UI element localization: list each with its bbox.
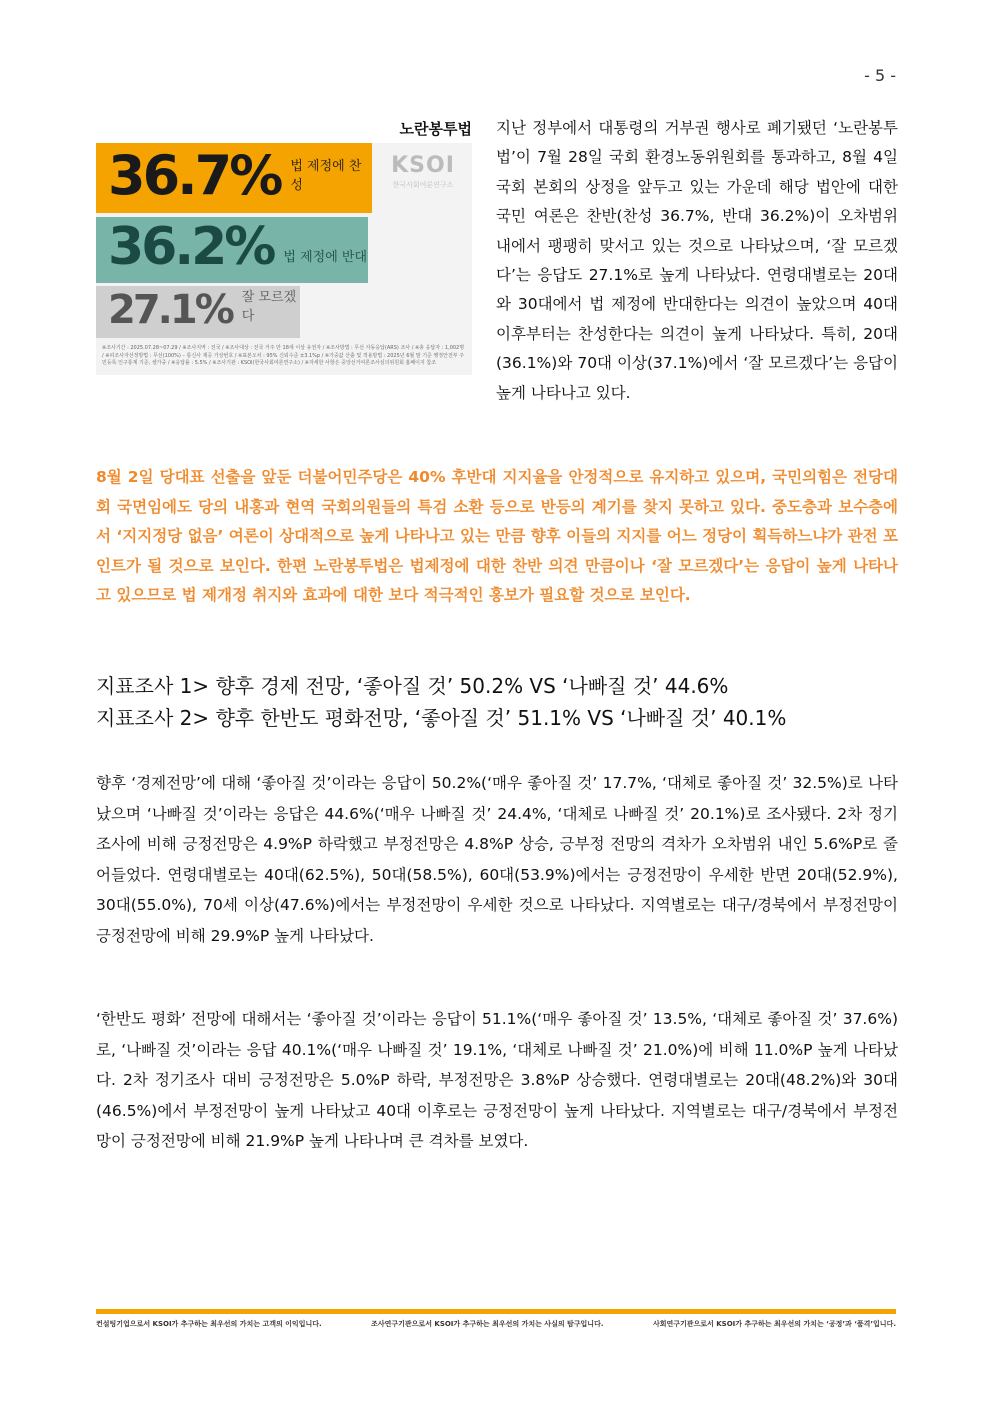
logo-mark: KSOI (391, 153, 455, 178)
side-text: 지난 정부에서 대통령의 거부권 행사로 폐기됐던 ‘노란봉투법’이 7월 28일 국회 환경노동위원회를 통과하고, 8월 4일 국회 본회의 상정을 앞두고 있는 가운데 해당 법안에 대한 국민 여론은 찬반(찬성 36.7%, 반대 36.2%)이 오차범위 내에서 팽팽히 맞서고 있는 것으로 나타났으며, ‘잘 모르겠다’는 응답도 27.1%로 높게 나타났다. 연령대별로는 20대와 30대에서 법 제정에 반대한다는 의견이 높았으며 40대 이후부터는 찬성한다는 의견이 높게 나타났다. 특히, 20대(36.1%)와 70대 이상(37.1%)에서 ‘잘 모르겠다’는 응답이 높게 나타나고 있다. (496, 119, 898, 402)
survey-figure (96, 143, 472, 375)
bar-unsure-value: 27.1% (108, 287, 232, 333)
bar-unsure-label: 잘 모르겠다 (241, 290, 297, 324)
page-number: - 5 - (864, 66, 896, 85)
heading-economy: 지표조사 1> 향후 경제 전망, ‘좋아질 것’ 50.2% VS ‘나빠질 것’ 44.6% (96, 674, 729, 698)
figure-note: ※조사기간 : 2025.07.28~07.29 / ※조사지역 : 전국 / ※조사대상 : 전국 거주 만 18세 이상 유권자 / ※조사방법 : 무선 자동응답(ARS) 조사 / ※총 응답자 : 1,002명 / ※피조사자선정방법 : 무선(100%) – 통신사 제공 가상번호 / ※표본오차 : 95% 신뢰수준 ±3.1%p / ※가중값 산출 및 적용방법 : 2025년 6월 말 기준 행정안전부 주민등록 인구통계 기준, 셀가중 / ※응답률 : 5.5% / ※조사기관 : KSOI(한국사회여론연구소) / ※자세한 사항은 중앙선거여론조사심의위원회 홈페이지 참조 (102, 345, 465, 366)
ksoi-logo (388, 153, 458, 190)
bar-support (96, 143, 372, 213)
paragraph-peace: ‘한반도 평화’ 전망에 대해서는 ‘좋아질 것’이라는 응답이 51.1%(‘매우 좋아질 것’ 13.5%, ‘대체로 좋아질 것’ 37.6%)로, ‘나빠질 것’이라는 응답 40.1%(‘매우 나빠질 것’ 19.1%, ‘대체로 나빠질 것’ 21.0%)에 비해 11.0%P 높게 나타났다. 2차 정기조사 대비 긍정전망은 5.0%P 하락, 부정전망은 3.8%P 상승했다. 연령대별로는 20대(48.2%)와 30대(46.5%)에서 부정전망이 높게 나타났고 40대 이후로는 긍정전망이 높게 나타났다. 지역별로는 대구/경북에서 부정전망이 긍정전망에 비해 21.9%P 높게 나타나며 큰 격차를 보였다. (96, 1010, 898, 1150)
footer-text-3: 사회연구기관으로서 KSOI가 추구하는 최우선의 가치는 ‘공정’과 ‘품격’입니다. (652, 1320, 896, 1328)
bar-oppose-label: 법 제정에 반대 (283, 250, 368, 265)
bar-support-value: 36.7% (108, 144, 281, 207)
logo-subtitle: 한국사회여론연구소 (392, 181, 454, 189)
figure-title: 노란봉투법 (399, 120, 472, 138)
paragraph-economy: 향후 ‘경제전망’에 대해 ‘좋아질 것’이라는 응답이 50.2%(‘매우 좋아질 것’ 17.7%, ‘대체로 좋아질 것’ 32.5%)로 나타났으며 ‘나빠질 것’이라는 응답은 44.6%(‘매우 나빠질 것’ 24.4%, ‘대체로 나빠질 것’ 20.1%)로 조사됐다. 2차 정기조사에 비해 긍정전망은 4.9%P 하락했고 부정전망은 4.8%P 상승, 긍부정 전망의 격차가 오차범위 내인 5.6%P로 줄어들었다. 연령대별로는 40대(62.5%), 50대(58.5%), 60대(53.9%)에서는 긍정전망이 우세한 반면 20대(52.9%), 30대(55.0%), 70세 이상(47.6%)에서는 부정전망이 우세한 것으로 나타났다. 지역별로는 대구/경북에서 부정전망이 긍정전망에 비해 29.9%P 높게 나타났다. (96, 774, 898, 945)
footer-divider (96, 1309, 896, 1314)
summary-paragraph: 8월 2일 당대표 선출을 앞둔 더불어민주당은 40% 후반대 지지율을 안정적으로 유지하고 있으며, 국민의힘은 전당대회 국면임에도 당의 내홍과 현역 국회의원들의 특검 소환 등으로 반등의 계기를 찾지 못하고 있다. 중도층과 보수층에서 ‘지지정당 없음’ 여론이 상대적으로 높게 나타나고 있는 만큼 향후 이들의 지지를 어느 정당이 획득하느냐가 관전 포인트가 될 것으로 보인다. 한편 노란봉투법은 법제정에 대한 찬반 의견 만큼이나 ‘잘 모르겠다’는 응답이 높게 나타나고 있으므로 법 제개정 취지와 효과에 대한 보다 적극적인 홍보가 필요할 것으로 보인다. (96, 468, 898, 605)
footer-text-1: 컨설팅기업으로서 KSOI가 추구하는 최우선의 가치는 고객의 이익입니다. (96, 1320, 322, 1328)
bar-unsure (96, 286, 300, 338)
heading-peace: 지표조사 2> 향후 한반도 평화전망, ‘좋아질 것’ 51.1% VS ‘나빠질 것’ 40.1% (96, 706, 787, 730)
footer (96, 1319, 896, 1335)
bar-oppose (96, 217, 368, 283)
bar-oppose-value: 36.2% (108, 217, 274, 277)
footer-text-2: 조사연구기관으로서 KSOI가 추구하는 최우선의 가치는 사실의 탐구입니다. (371, 1320, 604, 1328)
bar-support-label: 법 제정에 찬성 (290, 159, 362, 193)
